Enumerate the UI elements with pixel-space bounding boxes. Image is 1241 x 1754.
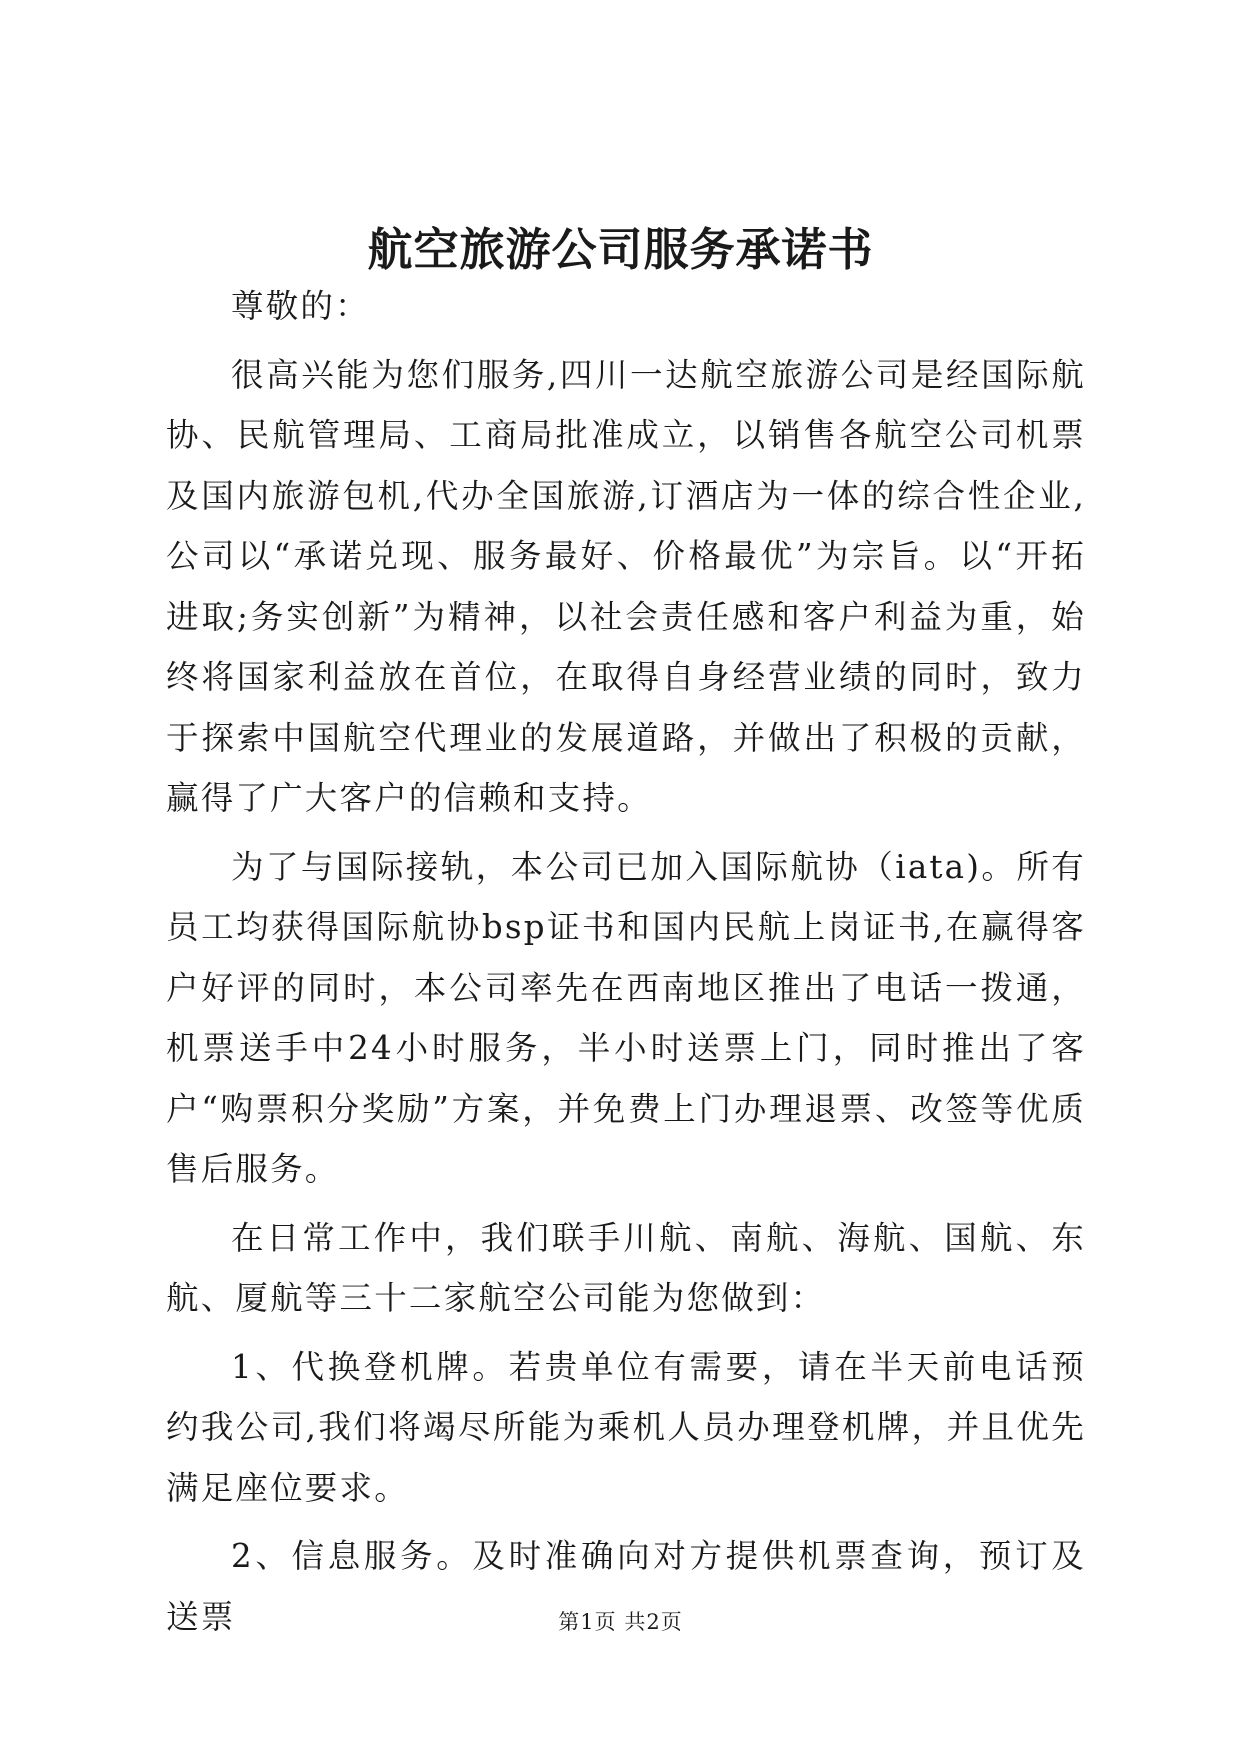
paragraph-airlines: 在日常工作中，我们联手川航、南航、海航、国航、东航、厦航等三十二家航空公司能为您做到： <box>166 1218 1086 1317</box>
document-body <box>166 276 1086 1655</box>
paragraph-item-1: 1、代换登机牌。若贵单位有需要，请在半天前电话预约我公司,我们将竭尽所能为乘机人员办理登机牌，并且优先满足座位要求。 <box>166 1347 1086 1507</box>
paragraph-iata: 为了与国际接轨，本公司已加入国际航协（iata)。所有员工均获得国际航协bsp证书和国内民航上岗证书,在赢得客户好评的同时，本公司率先在西南地区推出了电话一拨通，机票送手中24小时服务，半小时送票上门，同时推出了客户“购票积分奖励”方案，并免费上门办理退票、改签等优质售后服务。 <box>166 847 1086 1188</box>
paragraph-item-2: 2、信息服务。及时准确向对方提供机票查询，预订及送票 <box>166 1537 1086 1636</box>
document-title: 航空旅游公司服务承诺书 <box>367 223 874 276</box>
salutation: 尊敬的： <box>231 287 370 325</box>
paragraph-intro: 很高兴能为您们服务,四川一达航空旅游公司是经国际航协、民航管理局、工商局批准成立，以销售各航空公司机票及国内旅游包机,代办全国旅游,订酒店为一体的综合性企业,公司以“承诺兑现、服务最好、价格最优”为宗旨。以“开拓进取;务实创新”为精神，以社会责任感和客户利益为重，始终将国家利益放在首位，在取得自身经营业绩的同时，致力于探索中国航空代理业的发展道路，并做出了积极的贡献，赢得了广大客户的信赖和支持。 <box>166 355 1086 817</box>
page-number-footer: 第1页 共2页 <box>558 1610 683 1634</box>
